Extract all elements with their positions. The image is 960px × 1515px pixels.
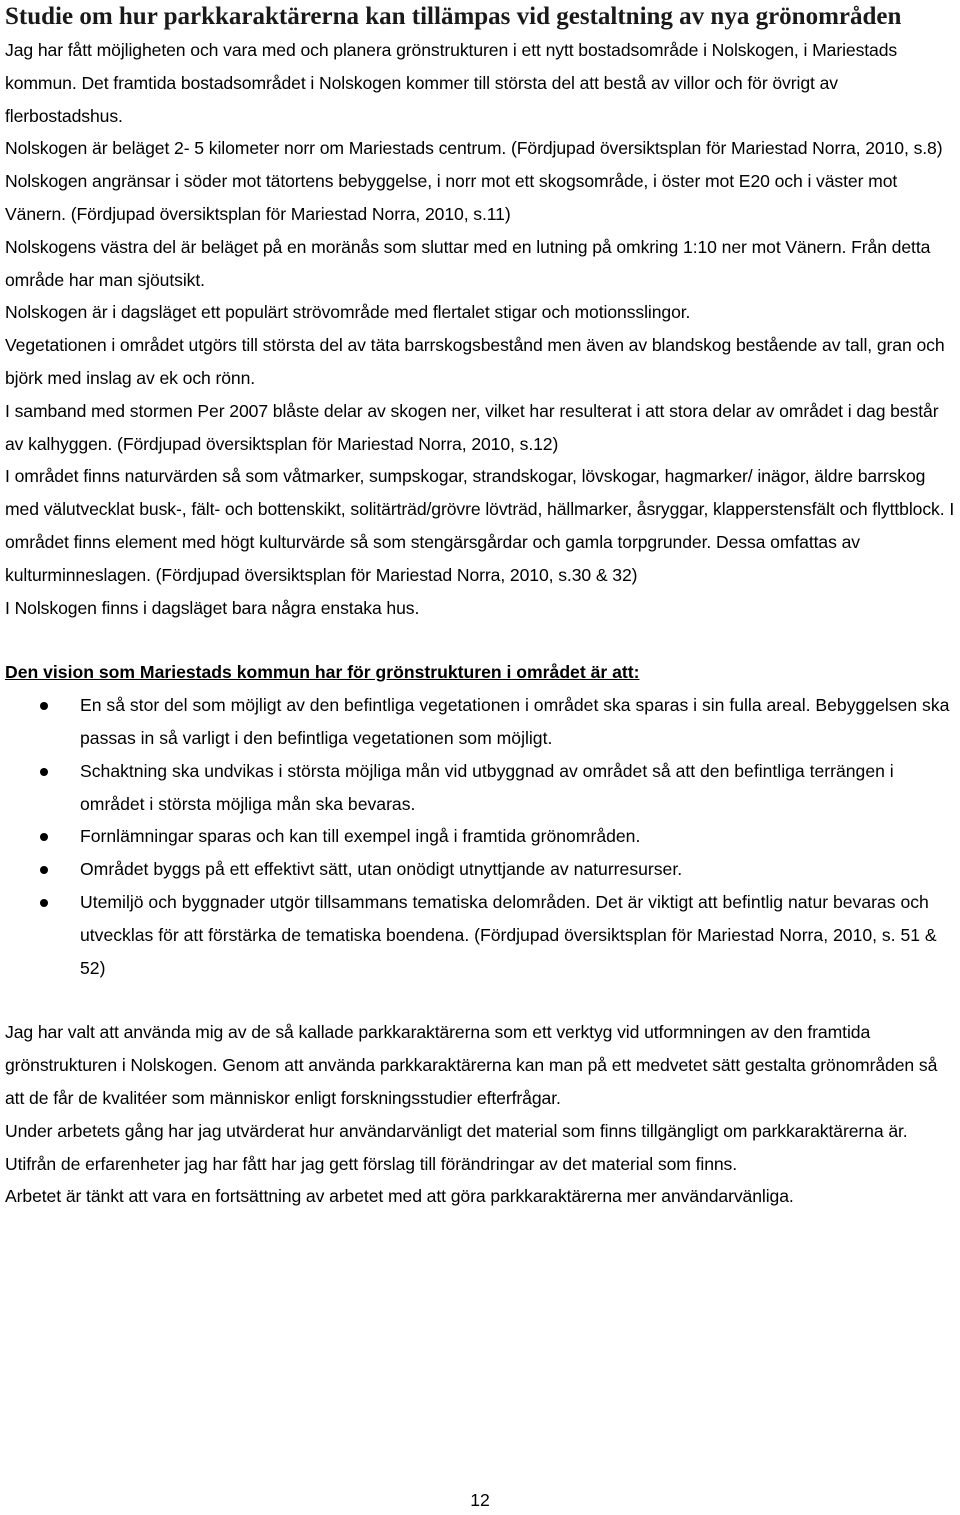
bullet-icon (40, 833, 48, 841)
paragraph: Arbetet är tänkt att vara en fortsättning av arbetet med att göra parkkaraktärerna mer användarvänliga. (5, 1186, 794, 1207)
list-item (5, 886, 960, 984)
paragraph: I samband med stormen Per 2007 blåste delar av skogen ner, vilket har resulterat i att stora delar av området i dag består av kalhyggen. (Fördjupad översiktsplan för Mariestad Norra, 2010, s.12) (5, 400, 939, 454)
list-item-text: Schaktning ska undvikas i största möjliga mån vid utbyggnad av området så att den befintliga terrängen i området i största möjliga mån ska bevaras. (80, 760, 894, 814)
document-page (5, 0, 960, 1213)
paragraph: Under arbetets gång har jag utvärderat hur användarvänligt det material som finns tillgängligt om parkkaraktärerna är. Utifrån de erfarenheter jag har fått har jag gett förslag till förändringar av det material som finns. (5, 1120, 908, 1174)
vision-heading: Den vision som Mariestads kommun har för grönstrukturen i området är att: (5, 662, 640, 683)
closing-section (5, 1016, 960, 1213)
list-item-text: Fornlämningar sparas och kan till exempel ingå i framtida grönområden. (80, 826, 641, 847)
page-title: Studie om hur parkkaraktärerna kan tillämpas vid gestaltning av nya grönområden (5, 3, 902, 30)
list-item-text: Området byggs på ett effektivt sätt, utan onödigt utnyttjande av naturresurser. (80, 859, 683, 880)
list-item (5, 853, 960, 886)
bullet-icon (40, 702, 48, 710)
page-number: 12 (470, 1490, 490, 1510)
vision-list (5, 689, 960, 984)
paragraph: Nolskogens västra del är beläget på en moränås som sluttar med en lutning på omkring 1:10 ner mot Vänern. Från detta område har man sjöutsikt. (5, 236, 931, 290)
bullet-icon (40, 768, 48, 776)
paragraph: Nolskogen angränsar i söder mot tätortens bebyggelse, i norr mot ett skogsområde, i öster mot E20 och i väster mot Vänern. (Fördjupad översiktsplan för Mariestad Norra, 2010, s.11) (5, 171, 898, 224)
intro-section (5, 34, 960, 624)
list-item (5, 820, 960, 853)
paragraph: I Nolskogen finns i dagsläget bara några enstaka hus. (5, 597, 420, 618)
paragraph: Nolskogen är i dagsläget ett populärt strövområde med flertalet stigar och motionsslingor. (5, 302, 691, 323)
paragraph: Jag har fått möjligheten och vara med och planera grönstrukturen i ett nytt bostadsområde i Nolskogen, i Mariestads kommun. Det framtida bostadsområdet i Nolskogen kommer till största del att bestå av villor och för övrigt av flerbostadshus. (5, 40, 898, 126)
bullet-icon (40, 866, 48, 874)
paragraph: Nolskogen är beläget 2- 5 kilometer norr om Mariestads centrum. (Fördjupad översiktsplan för Mariestad Norra, 2010, s.8) (5, 138, 943, 159)
paragraph: Jag har valt att använda mig av de så kallade parkkaraktärerna som ett verktyg vid utformningen av den framtida grönstrukturen i Nolskogen. Genom att använda parkkaraktärerna kan man på ett medvetet sätt gestalta grönområden så att de får de kvalitéer som människor enligt forskningsstudier efterfrågar. (5, 1022, 938, 1108)
paragraph: I området finns naturvärden så som våtmarker, sumpskogar, strandskogar, lövskogar, hagmarker/ inägor, äldre barrskog med välutvecklat busk-, fält- och bottenskikt, solitärträd/grövre lövträd, hällmarker, åsryggar, klapperstensfält och flyttblock. I området finns element med högt kulturvärde så som stengärsgårdar och gamla torpgrunder. Dessa omfattas av kulturminneslagen. (Fördjupad översiktsplan för Mariestad Norra, 2010, s.30 & 32) (5, 466, 955, 585)
list-item-text: Utemiljö och byggnader utgör tillsammans tematiska delområden. Det är viktigt att befintlig natur bevaras och utvecklas för att förstärka de tematiska boendena. (Fördjupad översiktsplan för Mariestad Norra, 2010, s. 51 & 52) (80, 891, 937, 978)
list-item (5, 689, 960, 755)
bullet-icon (40, 899, 48, 907)
list-item-text: En så stor del som möjligt av den befintliga vegetationen i området ska sparas i sin fulla areal. Bebyggelsen ska passas in så varligt i den befintliga vegetationen som möjligt. (80, 695, 950, 748)
list-item (5, 755, 960, 821)
paragraph: Vegetationen i området utgörs till största del av täta barrskogsbestånd men även av blandskog bestående av tall, gran och björk med inslag av ek och rönn. (5, 335, 945, 388)
